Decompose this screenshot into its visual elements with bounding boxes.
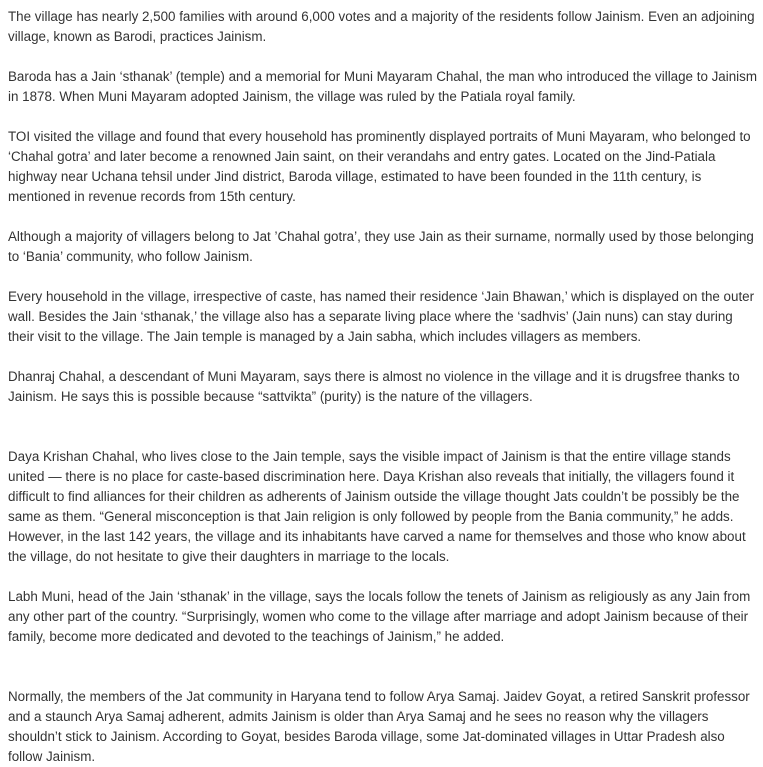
- article-paragraph: Daya Krishan Chahal, who lives close to the Jain temple, says the visible impact of Jainism is that the entire village stands united — there is no place for caste-based discrimination here. Daya Krishan also reveals that initially, the villagers found it difficult to find alliances for their children as adherents of Jainism outside the village thought Jats couldn’t be possibly be the same as them. “General misconception is that Jain religion is only followed by people from the Bania community,” he adds. However, in the last 142 years, the village and its inhabitants have carved a name for themselves and those who know about the village, do not hesitate to give their daughters in marriage to the locals.: [8, 449, 746, 564]
- article-body: [8, 7, 760, 767]
- article-paragraph: Baroda has a Jain ‘sthanak’ (temple) and a memorial for Muni Mayaram Chahal, the man who introduced the village to Jainism in 1878. When Muni Mayaram adopted Jainism, the village was ruled by the Patiala royal family.: [8, 69, 758, 104]
- article-paragraph: Normally, the members of the Jat community in Haryana tend to follow Arya Samaj. Jaidev Goyat, a retired Sanskrit professor and a staunch Arya Samaj adherent, admits Jainism is older than Arya Samaj and he sees no reason why the villagers shouldn’t stick to Jainism. According to Goyat, besides Baroda village, some Jat-dominated villages in Uttar Pradesh also follow Jainism.: [8, 689, 750, 764]
- article-paragraph: Labh Muni, head of the Jain ‘sthanak’ in the village, says the locals follow the tenets of Jainism as religiously as any Jain from any other part of the country. “Surprisingly, women who come to the village after marriage and adopt Jainism because of their family, become more dedicated and devoted to the teachings of Jainism,” he added.: [8, 589, 751, 644]
- article-paragraph: Every household in the village, irrespective of caste, has named their residence ‘Jain Bhawan,’ which is displayed on the outer wall. Besides the Jain ‘sthanak,’ the village also has a separate living place where the ‘sadhvis’ (Jain nuns) can stay during their visit to the village. The Jain temple is managed by a Jain sabha, which includes villagers as members.: [8, 289, 755, 344]
- article-paragraph: The village has nearly 2,500 families with around 6,000 votes and a majority of the residents follow Jainism. Even an adjoining village, known as Barodi, practices Jainism.: [8, 9, 755, 44]
- article-paragraph: TOI visited the village and found that every household has prominently displayed portraits of Muni Mayaram, who belonged to ‘Chahal gotra’ and later become a renowned Jain saint, on their verandahs and entry gates. Located on the Jind-Patiala highway near Uchana tehsil under Jind district, Baroda village, estimated to have been founded in the 11th century, is mentioned in revenue records from 15th century.: [8, 129, 751, 204]
- article-paragraph: Although a majority of villagers belong to Jat ’Chahal gotra’, they use Jain as their surname, normally used by those belonging to ‘Bania’ community, who follow Jainism.: [8, 229, 754, 264]
- article-paragraph: Dhanraj Chahal, a descendant of Muni Mayaram, says there is almost no violence in the village and it is drugsfree thanks to Jainism. He says this is possible because “sattvikta” (purity) is the nature of the villagers.: [8, 369, 740, 404]
